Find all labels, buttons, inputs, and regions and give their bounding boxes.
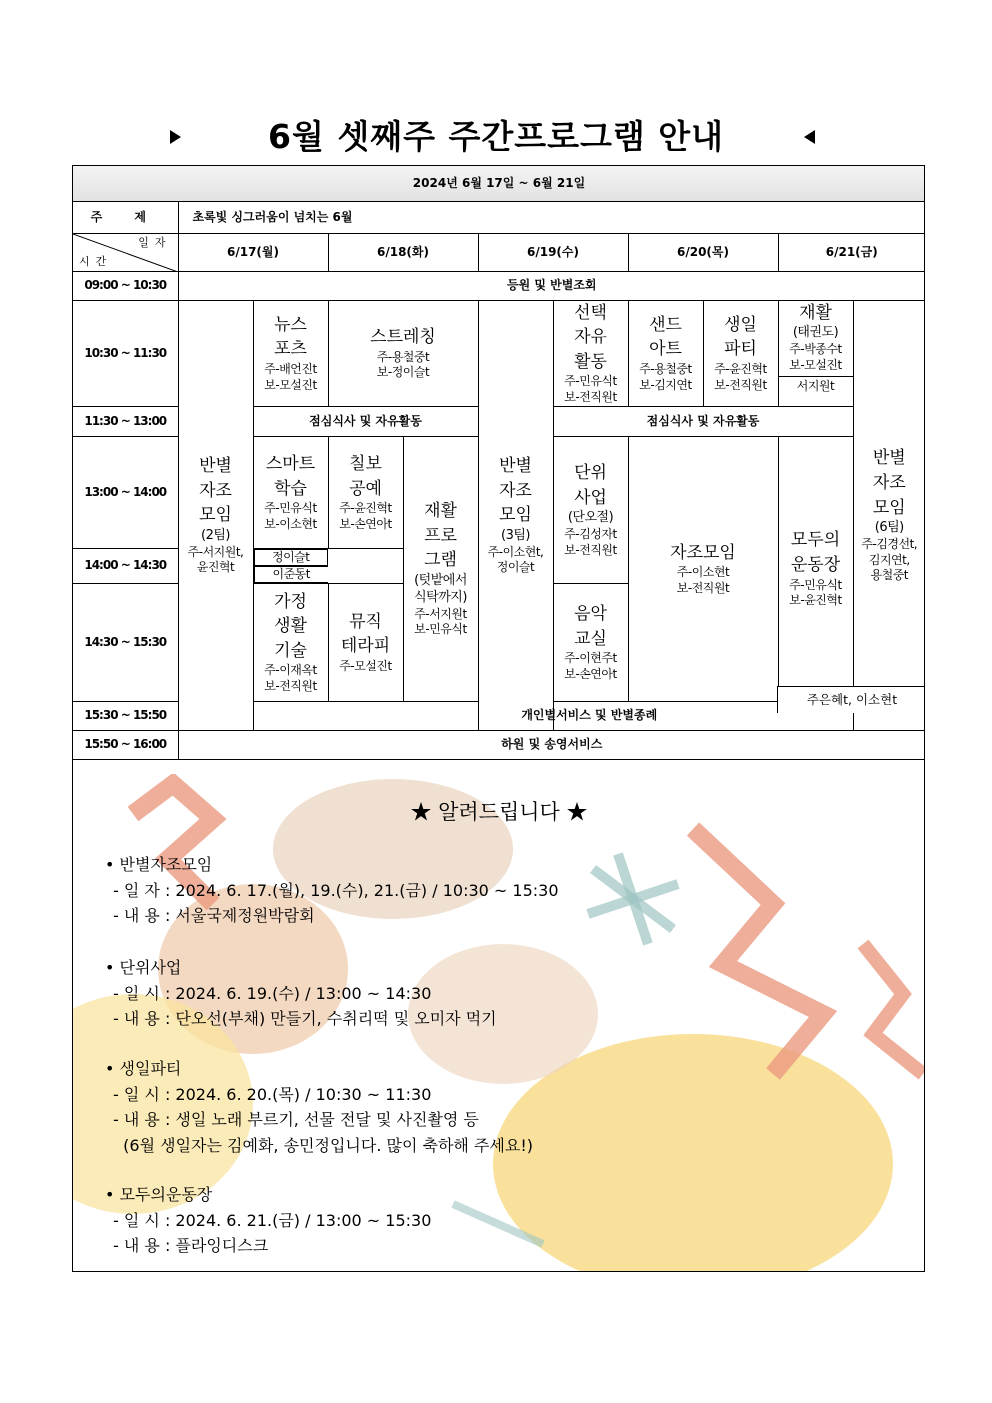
cell-wed-group: 반별 자조 모임 (3팀) 주-이소현t, 정이슬t	[478, 300, 553, 730]
cell-home-life-skills: 가정 생활 기술 주-이재옥t 보-전직원t	[253, 583, 328, 701]
corner-bottom-label: 시간	[79, 254, 113, 268]
cell-chilbo-craft: 칠보 공예 주-윤진혁t 보-손연아t	[328, 436, 403, 548]
cell-unit-project: 단위 사업 (단오절) 주-김성자t 보-전직원t	[553, 436, 628, 583]
row-closing: 개인별서비스 및 반별종례	[253, 701, 925, 730]
cell-music-therapy: 뮤직 테라피 주-모설진t	[328, 583, 403, 701]
cell-birthday-party: 생일 파티 주-윤진혁t 보-전직원t	[703, 300, 778, 406]
corner-header	[73, 233, 178, 271]
day-wed: 6/19(수)	[478, 233, 628, 271]
notice-section	[73, 774, 925, 1272]
cell-news: 뉴스 포츠 주-배언진t 보-모설진t	[253, 300, 328, 406]
cell-mon-group: 반별 자조 모임 (2팀) 주-서지원t, 윤진혁t	[178, 300, 253, 730]
schedule-frame	[72, 165, 925, 1272]
time-1130: 11:30 ~ 13:00	[73, 406, 178, 436]
cell-stretch: 스트레칭 주-용철중t 보-정이슬t	[328, 300, 478, 406]
schedule-table	[73, 166, 925, 760]
cell-fri-group: 반별 자조 모임 (6팀) 주-김경선t, 김지연t, 용철중t	[853, 300, 925, 730]
day-mon: 6/17(월)	[178, 233, 328, 271]
theme-value: 초록빛 싱그러움이 넘치는 6월	[178, 201, 925, 233]
notice-sports: • 모두의운동장 - 일 시 : 2024. 6. 21.(금) / 13:00 ~ 15:30 - 내 용 : 플라잉디스크	[105, 1182, 431, 1259]
cell-tue-1400: 이준동t	[254, 566, 329, 583]
corner-top-label: 일자	[138, 235, 172, 249]
day-tue: 6/18(화)	[328, 233, 478, 271]
fri-bottom-note: 주은혜t, 이소현t	[777, 686, 925, 713]
time-1030: 10:30 ~ 11:30	[73, 300, 178, 406]
theme-label: 주 제	[73, 201, 178, 233]
cell-free-activity: 선택 자유 활동 주-민유식t 보-전직원t	[553, 300, 628, 406]
day-thu: 6/20(목)	[628, 233, 778, 271]
cell-self-help: 자조모임 주-이소현t 보-전직원t	[628, 436, 778, 701]
lunch-left: 점심식사 및 자유활동	[253, 406, 478, 436]
page-title-area	[0, 112, 992, 162]
lunch-right: 점심식사 및 자유활동	[553, 406, 853, 436]
notice-group-selfhelp: • 반별자조모임 - 일 자 : 2024. 6. 17.(월), 19.(수), 21.(금) / 10:30 ~ 15:30 - 내 용 : 서울국제정원박람회	[105, 852, 559, 929]
page-title: 6월 셋째주 주간프로그램 안내	[268, 117, 724, 156]
day-fri: 6/21(금)	[778, 233, 925, 271]
time-1530: 15:30 ~ 15:50	[73, 701, 178, 730]
cell-music-class: 음악 교실 주-이현주t 보-손연아t	[553, 583, 628, 701]
row-arrival: 등원 및 반별조회	[178, 271, 925, 300]
row-departure: 하원 및 송영서비스	[178, 730, 925, 759]
notice-title: ★ 알려드립니다 ★	[410, 800, 588, 824]
time-1300: 13:00 ~ 14:00	[73, 436, 178, 548]
time-1400: 14:00 ~ 14:30	[73, 548, 178, 583]
time-1430: 14:30 ~ 15:30	[73, 583, 178, 701]
triangle-right-icon	[170, 130, 181, 144]
notice-birthday: • 생일파티 - 일 시 : 2024. 6. 20.(목) / 10:30 ~ 11:30 - 내 용 : 생일 노래 부르기, 선물 전달 및 사진촬영 등 (6월 생일자는 김예화, 송민정입니다. 많이 축하해 주세요!)	[105, 1056, 533, 1158]
cell-mon-1400: 정이슬t	[254, 549, 329, 566]
time-1550: 15:50 ~ 16:00	[73, 730, 178, 759]
notice-unit-project: • 단위사업 - 일 시 : 2024. 6. 19.(수) / 13:00 ~ 14:30 - 내 용 : 단오선(부채) 만들기, 수취리떡 및 오미자 먹기	[105, 955, 497, 1032]
date-range: 2024년 6월 17일 ~ 6월 21일	[73, 166, 925, 201]
time-0900: 09:00 ~ 10:30	[73, 271, 178, 300]
cell-rehab-taekwondo: 재활 (태권도) 주-박종수t 보-모설진t 서지원t	[778, 300, 853, 406]
cell-smart-learning: 스마트 학습 주-민유식t 보-이소현t	[253, 436, 328, 548]
triangle-left-icon	[804, 130, 815, 144]
cell-sand-art: 샌드 아트 주-용철중t 보-김지연t	[628, 300, 703, 406]
cell-sports-field: 모두의 운동장 주-민유식t 보-윤진혁t	[778, 436, 853, 701]
cell-rehab-program: 재활 프로 그램 (텃밭에서 식탁까지) 주-서지원t 보-민유식t	[403, 436, 478, 701]
